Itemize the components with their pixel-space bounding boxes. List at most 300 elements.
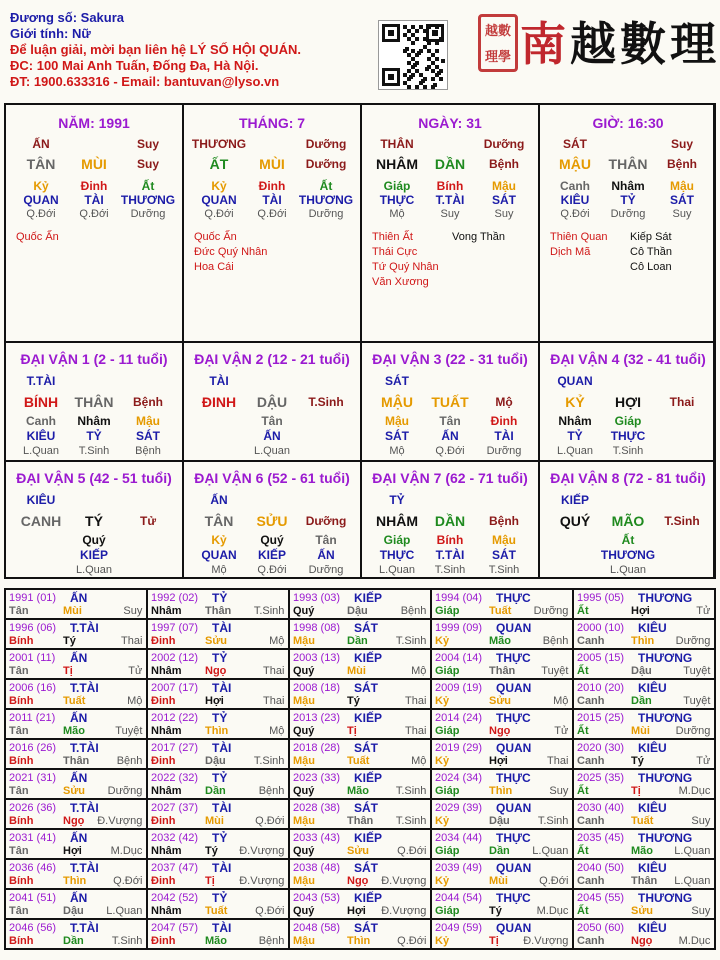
year-branch: Tuất bbox=[489, 605, 512, 617]
seal-char: 數 bbox=[498, 22, 512, 38]
hidden-stem: Bính bbox=[436, 179, 464, 193]
chart-grid bbox=[4, 103, 716, 579]
hidden-stem: Đinh bbox=[80, 179, 108, 193]
year-ten-god: T.TÀI bbox=[70, 741, 99, 755]
year-branch: Mão bbox=[631, 845, 653, 857]
hidden-stage: L.Quan bbox=[378, 564, 416, 576]
hidden-stem: Bính bbox=[436, 533, 464, 547]
year-stem: Nhâm bbox=[151, 725, 182, 737]
hidden-stage: Q.Đới bbox=[257, 208, 287, 220]
year-stage: Tử bbox=[554, 725, 569, 737]
hidden-god: THỰC bbox=[610, 429, 646, 443]
year-cell bbox=[148, 860, 290, 890]
year-branch: Hợi bbox=[63, 845, 82, 857]
year-ten-god: T.TÀI bbox=[70, 921, 99, 935]
year-stage: Mộ bbox=[411, 665, 427, 677]
year-label: 2016 (26) bbox=[9, 742, 57, 754]
year-branch: Hợi bbox=[489, 755, 508, 767]
earthly-branch: MÙI bbox=[81, 156, 107, 172]
contact-note: Để luận giải, mời bạn liên hệ LÝ SỐ HỘI QUÁN. bbox=[10, 42, 301, 57]
year-label: 2010 (20) bbox=[577, 682, 625, 694]
year-label: 2031 (41) bbox=[9, 832, 57, 844]
dai-van-cell bbox=[362, 462, 540, 579]
year-ten-god: THỰC bbox=[496, 891, 531, 905]
hidden-stage: Dưỡng bbox=[130, 208, 166, 220]
year-stage: T.Sinh bbox=[537, 815, 569, 827]
year-stem: Bính bbox=[9, 815, 34, 827]
year-stem: Giáp bbox=[435, 725, 460, 737]
hidden-stage: Suy bbox=[440, 208, 460, 220]
year-cell bbox=[290, 860, 432, 890]
year-branch: Sửu bbox=[63, 785, 86, 797]
brand-title bbox=[520, 8, 720, 74]
year-stage: Đ.Vượng bbox=[523, 935, 569, 947]
brand-char: 理 bbox=[670, 17, 720, 71]
year-cell bbox=[6, 620, 148, 650]
year-stem: Giáp bbox=[435, 785, 460, 797]
year-ten-god: KIẾP bbox=[354, 711, 383, 725]
heavenly-stem: ẤT bbox=[209, 156, 229, 172]
year-stem: Mậu bbox=[293, 755, 315, 767]
year-branch: Sửu bbox=[631, 905, 654, 917]
year-label: 2041 (51) bbox=[9, 892, 57, 904]
year-ten-god: KIẾP bbox=[354, 771, 383, 785]
year-ten-god: THƯƠNG bbox=[638, 651, 693, 665]
year-stage: Đ.Vượng bbox=[239, 845, 285, 857]
year-stem: Bính bbox=[9, 935, 34, 947]
owner-gender: Giới tính: Nữ bbox=[10, 26, 91, 41]
year-label: 2006 (16) bbox=[9, 682, 57, 694]
hidden-stage: L.Quan bbox=[609, 564, 647, 576]
year-ten-god: SÁT bbox=[354, 801, 378, 815]
year-label: 2043 (53) bbox=[293, 892, 341, 904]
year-stem: Ất bbox=[577, 905, 589, 917]
year-ten-god: KIÊU bbox=[638, 861, 667, 875]
year-ten-god: TỶ bbox=[212, 651, 228, 665]
year-label: 2040 (50) bbox=[577, 862, 625, 874]
hidden-stage: L.Quan bbox=[22, 445, 60, 457]
year-stem: Canh bbox=[577, 695, 605, 707]
year-cell bbox=[574, 770, 716, 800]
year-branch: Tị bbox=[631, 785, 641, 797]
year-cell bbox=[574, 680, 716, 710]
year-cell bbox=[6, 800, 148, 830]
hidden-stem: Quý bbox=[260, 533, 284, 547]
year-label: 2021 (31) bbox=[9, 772, 57, 784]
year-ten-god: SÁT bbox=[354, 921, 378, 935]
year-label: 2034 (44) bbox=[435, 832, 483, 844]
year-stem: Nhâm bbox=[151, 605, 182, 617]
year-branch: Thân bbox=[347, 815, 374, 827]
year-cell bbox=[6, 710, 148, 740]
hidden-god: SÁT bbox=[670, 193, 694, 207]
hidden-god: ẤN bbox=[441, 429, 459, 443]
hidden-god: TÀI bbox=[84, 193, 104, 207]
year-stem: Tân bbox=[9, 605, 29, 617]
year-label: 1992 (02) bbox=[151, 592, 199, 604]
hidden-stem: Kỷ bbox=[211, 533, 227, 547]
hidden-stem: Ất bbox=[319, 179, 333, 193]
year-cell bbox=[574, 590, 716, 620]
year-stem: Giáp bbox=[435, 665, 460, 677]
year-stage: M.Dục bbox=[110, 845, 143, 857]
year-cell bbox=[290, 710, 432, 740]
year-stage: L.Quan bbox=[674, 875, 711, 887]
year-cell bbox=[574, 650, 716, 680]
hidden-god: QUAN bbox=[201, 548, 237, 562]
year-cell bbox=[574, 860, 716, 890]
earthly-branch: DẦN bbox=[434, 156, 466, 172]
year-branch: Ngọ bbox=[631, 935, 653, 947]
year-stage: L.Quan bbox=[674, 845, 711, 857]
hidden-stage: Mộ bbox=[211, 564, 227, 576]
year-branch: Dậu bbox=[489, 815, 510, 827]
hidden-stem: Tân bbox=[439, 414, 461, 428]
heavenly-stem: TÂN bbox=[26, 156, 56, 172]
year-label: 2020 (30) bbox=[577, 742, 625, 754]
year-stage: T.Sinh bbox=[395, 815, 427, 827]
hidden-stage: Suy bbox=[494, 208, 514, 220]
brand-char: 南 bbox=[520, 17, 570, 71]
heavenly-stem: ĐINH bbox=[201, 394, 237, 410]
stage-label: Bệnh bbox=[133, 395, 163, 409]
year-cell bbox=[290, 890, 432, 920]
year-stage: M.Dục bbox=[536, 905, 569, 917]
year-stage: Q.Đới bbox=[255, 905, 285, 917]
year-label: 2025 (35) bbox=[577, 772, 625, 784]
year-branch: Mão bbox=[489, 635, 511, 647]
year-branch: Hợi bbox=[631, 605, 650, 617]
year-label: 2036 (46) bbox=[9, 862, 57, 874]
year-cell bbox=[574, 920, 716, 950]
year-stem: Canh bbox=[577, 815, 605, 827]
ten-god-label: KIÊU bbox=[26, 493, 56, 507]
hidden-stem: Đinh bbox=[490, 414, 518, 428]
year-ten-god: T.TÀI bbox=[70, 681, 99, 695]
hidden-stage: Dưỡng bbox=[308, 208, 344, 220]
heavenly-stem: MẬU bbox=[381, 394, 413, 410]
year-branch: Tị bbox=[489, 935, 499, 947]
year-label: 2044 (54) bbox=[435, 892, 483, 904]
year-label: 2009 (19) bbox=[435, 682, 483, 694]
year-stem: Kỷ bbox=[435, 755, 450, 767]
hidden-god: TỶ bbox=[620, 193, 636, 207]
year-label: 2023 (33) bbox=[293, 772, 341, 784]
year-cell bbox=[290, 920, 432, 950]
year-stage: Mộ bbox=[411, 755, 427, 767]
year-ten-god: TÀI bbox=[212, 801, 232, 815]
earthly-branch: THÂN bbox=[608, 156, 648, 172]
year-stage: T.Sinh bbox=[253, 605, 285, 617]
pillar-title: THÁNG: 7 bbox=[238, 115, 306, 131]
earthly-branch: HỢI bbox=[615, 394, 641, 410]
year-ten-god: TỶ bbox=[212, 831, 228, 845]
year-branch: Thìn bbox=[631, 635, 655, 647]
heavenly-stem: TÂN bbox=[204, 513, 234, 529]
hidden-stage: Dưỡng bbox=[610, 208, 646, 220]
year-label: 1999 (09) bbox=[435, 622, 483, 634]
pillar-title: GIỜ: 16:30 bbox=[592, 115, 664, 131]
star-label: Thái Cực bbox=[372, 246, 418, 258]
star-label: Quốc Ấn bbox=[16, 231, 59, 243]
pillar-title: NGÀY: 31 bbox=[418, 115, 482, 131]
stage-label: Suy bbox=[136, 157, 160, 171]
hidden-stage: Q.Đới bbox=[204, 208, 234, 220]
year-label: 2027 (37) bbox=[151, 802, 199, 814]
year-ten-god: KIÊU bbox=[638, 741, 667, 755]
stage-label: T.Sinh bbox=[664, 514, 700, 528]
year-branch: Thìn bbox=[489, 785, 513, 797]
year-ten-god: KIẾP bbox=[354, 891, 383, 905]
year-label: 2000 (10) bbox=[577, 622, 625, 634]
year-ten-god: ẤN bbox=[70, 591, 88, 605]
dai-van-cell bbox=[362, 343, 540, 462]
year-stage: Tử bbox=[696, 755, 711, 767]
stage-label: Dưỡng bbox=[305, 514, 347, 528]
pillar-title: NĂM: 1991 bbox=[58, 115, 130, 131]
year-stem: Đinh bbox=[151, 755, 176, 767]
year-stage: Bệnh bbox=[116, 755, 143, 767]
year-branch: Ngọ bbox=[489, 725, 511, 737]
year-cell bbox=[6, 920, 148, 950]
hidden-stage: Q.Đới bbox=[79, 208, 109, 220]
year-cell bbox=[432, 890, 574, 920]
year-cell bbox=[432, 770, 574, 800]
year-cell bbox=[148, 920, 290, 950]
year-stage: Thai bbox=[404, 725, 427, 737]
year-ten-god: TỶ bbox=[212, 771, 228, 785]
year-ten-god: TỶ bbox=[212, 711, 228, 725]
hidden-god: SÁT bbox=[492, 193, 516, 207]
year-cell bbox=[290, 680, 432, 710]
year-ten-god: THƯƠNG bbox=[638, 891, 693, 905]
year-branch: Tị bbox=[63, 665, 73, 677]
year-cell bbox=[432, 680, 574, 710]
year-cell bbox=[432, 800, 574, 830]
stage-label: Dưỡng bbox=[305, 157, 347, 171]
star-label: Dịch Mã bbox=[550, 246, 591, 258]
year-stage: Thai bbox=[262, 665, 285, 677]
year-branch: Dậu bbox=[63, 905, 84, 917]
ten-god-label: KIẾP bbox=[560, 493, 590, 507]
year-stem: Kỷ bbox=[435, 695, 450, 707]
heavenly-stem: KỶ bbox=[565, 394, 585, 410]
year-branch: Thân bbox=[489, 665, 516, 677]
year-stem: Bính bbox=[9, 635, 34, 647]
year-stage: M.Dục bbox=[678, 935, 711, 947]
earthly-branch: DẬU bbox=[256, 394, 288, 410]
year-stem: Ất bbox=[577, 845, 589, 857]
year-branch: Dần bbox=[631, 695, 652, 707]
hidden-stem: Nhâm bbox=[611, 179, 645, 193]
hidden-god: ẤN bbox=[263, 429, 281, 443]
year-stage: Tuyệt bbox=[683, 695, 711, 707]
hidden-stage: L.Quan bbox=[253, 445, 291, 457]
year-label: 2019 (29) bbox=[435, 742, 483, 754]
year-cell bbox=[6, 830, 148, 860]
year-branch: Ngọ bbox=[347, 875, 369, 887]
hidden-god: SÁT bbox=[492, 548, 516, 562]
year-cell bbox=[290, 830, 432, 860]
hidden-stage: T.Sinh bbox=[78, 445, 110, 457]
year-label: 2024 (34) bbox=[435, 772, 483, 784]
year-ten-god: QUAN bbox=[496, 681, 532, 695]
year-label: 1995 (05) bbox=[577, 592, 625, 604]
year-stage: Mộ bbox=[553, 695, 569, 707]
year-branch: Ngọ bbox=[63, 815, 85, 827]
year-stage: Suy bbox=[549, 785, 569, 797]
year-cell bbox=[574, 800, 716, 830]
year-cell bbox=[148, 890, 290, 920]
year-stem: Quý bbox=[293, 605, 315, 617]
hidden-stem: Giáp bbox=[383, 533, 411, 547]
year-stem: Tân bbox=[9, 725, 29, 737]
year-stem: Giáp bbox=[435, 905, 460, 917]
year-label: 2022 (32) bbox=[151, 772, 199, 784]
year-stage: Tuyệt bbox=[541, 665, 569, 677]
hidden-stage: Q.Đới bbox=[26, 208, 56, 220]
year-stem: Đinh bbox=[151, 695, 176, 707]
year-label: 2047 (57) bbox=[151, 922, 199, 934]
earthly-branch: MÃO bbox=[611, 513, 645, 529]
heavenly-stem: NHÂM bbox=[376, 513, 418, 529]
year-branch: Dần bbox=[489, 845, 510, 857]
owner-name: Đương số: Sakura bbox=[10, 10, 125, 25]
heavenly-stem: BÍNH bbox=[23, 394, 59, 410]
hidden-stem: Canh bbox=[26, 414, 56, 428]
year-stage: Mộ bbox=[127, 695, 143, 707]
year-ten-god: ẤN bbox=[70, 651, 88, 665]
star-label: Hoa Cái bbox=[194, 261, 234, 273]
year-ten-god: ẤN bbox=[70, 771, 88, 785]
year-stem: Đinh bbox=[151, 815, 176, 827]
ten-god-label: TỶ bbox=[389, 493, 405, 507]
hidden-stem: Mậu bbox=[492, 533, 516, 547]
year-stage: Bệnh bbox=[258, 785, 285, 797]
year-stem: Mậu bbox=[293, 815, 315, 827]
year-stem: Canh bbox=[577, 875, 605, 887]
year-label: 1994 (04) bbox=[435, 592, 483, 604]
year-ten-god: ẤN bbox=[70, 711, 88, 725]
year-stem: Kỷ bbox=[435, 815, 450, 827]
year-stem: Quý bbox=[293, 905, 315, 917]
year-stem: Mậu bbox=[293, 695, 315, 707]
year-ten-god: KIẾP bbox=[354, 591, 383, 605]
year-stage: Tuyệt bbox=[683, 665, 711, 677]
year-ten-god: SÁT bbox=[354, 621, 378, 635]
dai-van-cell bbox=[6, 343, 184, 462]
year-stem: Nhâm bbox=[151, 665, 182, 677]
dai-van-cell bbox=[184, 343, 362, 462]
star-label: Tứ Quý Nhân bbox=[372, 261, 439, 273]
year-branch: Tuất bbox=[205, 905, 228, 917]
year-label: 2002 (12) bbox=[151, 652, 199, 664]
year-ten-god: QUAN bbox=[496, 861, 532, 875]
year-stage: T.Sinh bbox=[395, 785, 427, 797]
hidden-god: TÀI bbox=[494, 429, 514, 443]
year-stage: Bệnh bbox=[400, 605, 427, 617]
year-cell bbox=[290, 620, 432, 650]
year-stage: Mộ bbox=[269, 725, 285, 737]
year-cell bbox=[6, 590, 148, 620]
brand-char: 數 bbox=[620, 17, 670, 71]
year-stem: Ất bbox=[577, 785, 589, 797]
year-ten-god: TỶ bbox=[212, 591, 228, 605]
year-ten-god: SÁT bbox=[354, 681, 378, 695]
year-stage: Đ.Vượng bbox=[381, 875, 427, 887]
seal-char: 理 bbox=[484, 48, 498, 64]
seal-char: 學 bbox=[498, 48, 512, 64]
earthly-branch: THÂN bbox=[74, 394, 114, 410]
year-label: 2042 (52) bbox=[151, 892, 199, 904]
hidden-stage: Q.Đới bbox=[257, 564, 287, 576]
year-ten-god: QUAN bbox=[496, 921, 532, 935]
year-branch: Tý bbox=[631, 755, 644, 767]
hidden-god: QUAN bbox=[201, 193, 237, 207]
year-branch: Mùi bbox=[347, 665, 366, 677]
hidden-god: KIÊU bbox=[560, 193, 590, 207]
dai-van-title: ĐẠI VẬN 1 (2 - 11 tuổi) bbox=[20, 351, 168, 367]
year-stage: T.Sinh bbox=[111, 935, 143, 947]
year-branch: Mùi bbox=[63, 605, 82, 617]
year-stage: T.Sinh bbox=[395, 635, 427, 647]
year-stem: Tân bbox=[9, 665, 29, 677]
year-label: 2030 (40) bbox=[577, 802, 625, 814]
ten-god-label: THƯƠNG bbox=[191, 137, 247, 151]
year-label: 2037 (47) bbox=[151, 862, 199, 874]
stage-label: Suy bbox=[670, 137, 694, 151]
ten-god-label: SÁT bbox=[563, 137, 587, 151]
hidden-god: THƯƠNG bbox=[298, 193, 354, 207]
year-label: 2003 (13) bbox=[293, 652, 341, 664]
heavenly-stem: QUÝ bbox=[559, 513, 591, 529]
hidden-stage: Q.Đới bbox=[435, 445, 465, 457]
year-cell bbox=[290, 800, 432, 830]
year-ten-god: KIÊU bbox=[638, 621, 667, 635]
year-stem: Quý bbox=[293, 725, 315, 737]
year-ten-god: THỰC bbox=[496, 651, 531, 665]
dai-van-title: ĐẠI VẬN 6 (52 - 61 tuổi) bbox=[194, 470, 350, 486]
year-cell bbox=[148, 770, 290, 800]
brand-char: 越 bbox=[570, 17, 620, 71]
year-stem: Ất bbox=[577, 725, 589, 737]
year-branch: Dậu bbox=[631, 665, 652, 677]
year-stage: Tuyệt bbox=[115, 725, 143, 737]
dai-van-title: ĐẠI VẬN 4 (32 - 41 tuổi) bbox=[550, 351, 706, 367]
year-label: 1993 (03) bbox=[293, 592, 341, 604]
year-ten-god: KIẾP bbox=[354, 831, 383, 845]
year-label: 2013 (23) bbox=[293, 712, 341, 724]
pillar-cell bbox=[6, 105, 184, 343]
year-label: 2014 (24) bbox=[435, 712, 483, 724]
hidden-god: TỶ bbox=[86, 429, 102, 443]
year-stage: L.Quan bbox=[532, 845, 569, 857]
year-ten-god: THƯƠNG bbox=[638, 831, 693, 845]
year-stem: Mậu bbox=[293, 875, 315, 887]
year-stage: Suy bbox=[691, 815, 711, 827]
hidden-stem: Ất bbox=[141, 179, 155, 193]
ten-god-label: ẤN bbox=[210, 493, 228, 507]
year-stage: Suy bbox=[123, 605, 143, 617]
hidden-stage: T.Sinh bbox=[612, 445, 644, 457]
star-label: Cô Loan bbox=[630, 261, 672, 273]
year-stem: Quý bbox=[293, 785, 315, 797]
dai-van-cell bbox=[540, 462, 715, 579]
star-label: Vong Thần bbox=[452, 231, 506, 243]
year-cell bbox=[148, 830, 290, 860]
hidden-stage: Q.Đới bbox=[560, 208, 590, 220]
year-branch: Mão bbox=[205, 935, 227, 947]
